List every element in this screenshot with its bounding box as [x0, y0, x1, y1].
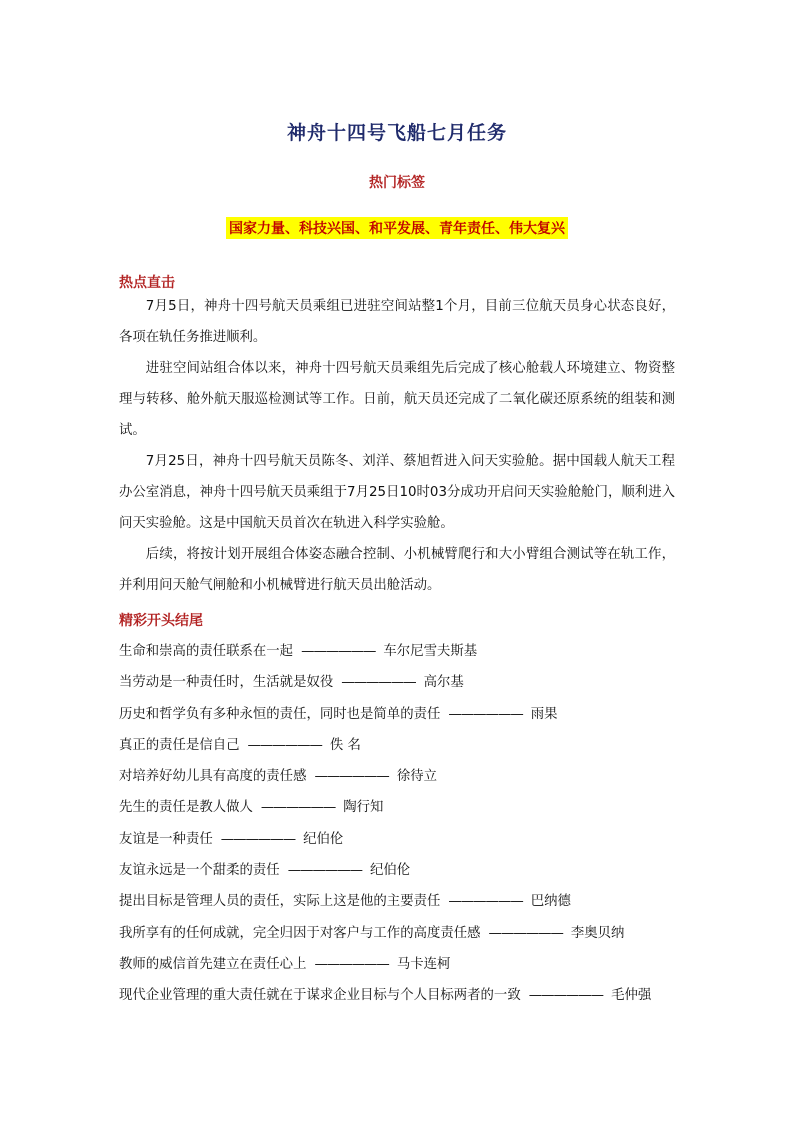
quote-text: 友谊永远是一个甜柔的责任	[119, 863, 280, 879]
quote-author: 雨果	[530, 706, 558, 722]
section-title-quotes: 精彩开头结尾	[119, 613, 203, 629]
list-item	[119, 730, 719, 761]
quote-text: 历史和哲学负有多种永恒的责任，同时也是简单的责任	[119, 706, 441, 722]
list-item	[119, 792, 719, 823]
quote-text: 现代企业管理的重大责任就在于谋求企业目标与个人目标两者的一致	[119, 988, 521, 1004]
quote-dash: ——————	[301, 644, 376, 659]
quote-dash: ——————	[314, 769, 389, 785]
section-title-hot-news: 热点直击	[119, 275, 175, 291]
hot-tags: 国家力量、科技兴国、和平发展、青年责任、伟大复兴	[226, 217, 568, 239]
paragraph: 7月5日，神舟十四号航天员乘组已进驻空间站整1个月，目前三位航天员身心状态良好，各项在轨任务推进顺利。	[119, 299, 675, 345]
quote-dash: ——————	[287, 863, 363, 879]
list-item	[119, 699, 719, 730]
list-item	[119, 761, 719, 792]
quote-text: 当劳动是一种责任时，生活就是奴役	[119, 675, 334, 691]
paragraph: 进驻空间站组合体以来，神舟十四号航天员乘组先后完成了核心舱载人环境建立、物资整理与转移、舱外航天服巡检测试等工作。日前，航天员还完成了二氧化碳还原系统的组装和测试。	[119, 361, 675, 438]
quote-dash: ——————	[220, 831, 296, 847]
quote-text: 教师的威信首先建立在责任心上	[119, 956, 307, 972]
quote-author: 佚 名	[329, 737, 361, 753]
list-item	[119, 980, 719, 1011]
list-item	[119, 667, 719, 698]
quote-text: 我所享有的任何成就，完全归因于对客户与工作的高度责任感	[119, 925, 481, 941]
quote-list	[119, 636, 719, 1012]
list-item	[119, 636, 719, 667]
hot-news-body	[119, 291, 675, 601]
quote-text: 先生的责任是教人做人	[119, 800, 253, 816]
quote-text: 友谊是一种责任	[119, 831, 213, 847]
quote-dash: ——————	[488, 925, 563, 941]
quote-text: 提出目标是管理人员的责任，实际上这是他的主要责任	[119, 894, 441, 910]
quote-author: 李奥贝纳	[570, 925, 625, 941]
quote-text: 对培养好幼儿具有高度的责任感	[119, 769, 307, 785]
quote-author: 徐待立	[396, 769, 437, 785]
quote-author: 马卡连柯	[396, 956, 451, 972]
quote-author: 毛仲强	[611, 988, 652, 1004]
quote-author: 高尔基	[423, 675, 464, 691]
quote-author: 车尔尼雪夫斯基	[383, 644, 478, 659]
paragraph: 后续，将按计划开展组合体姿态融合控制、小机械臂爬行和大小臂组合测试等在轨工作，并利用问天舱气闸舱和小机械臂进行航天员出舱活动。	[119, 547, 675, 593]
quote-author: 巴纳德	[530, 894, 571, 910]
paragraph: 7月25日，神舟十四号航天员陈冬、刘洋、蔡旭哲进入问天实验舱。据中国载人航天工程办公室消息，神舟十四号航天员乘组于7月25日10时03分成功开启问天实验舱舱门，顺利进入问天实验舱。这是中国航天员首次在轨进入科学实验舱。	[119, 454, 675, 531]
quote-author: 纪伯伦	[303, 831, 344, 847]
tags-row	[0, 217, 794, 239]
quote-text: 生命和崇高的责任联系在一起	[119, 644, 294, 659]
list-item	[119, 886, 719, 917]
quote-dash: ——————	[341, 675, 416, 691]
quote-dash: ——————	[448, 894, 523, 910]
quote-dash: ——————	[528, 988, 604, 1004]
list-item	[119, 855, 719, 886]
quote-author: 陶行知	[343, 800, 384, 816]
list-item	[119, 918, 719, 949]
quote-dash: ——————	[247, 737, 322, 753]
quote-dash: ——————	[260, 800, 336, 816]
quote-author: 纪伯伦	[370, 863, 411, 879]
list-item	[119, 949, 719, 980]
hot-tags-label: 热门标签	[369, 175, 425, 191]
quote-text: 真正的责任是信自己	[119, 737, 240, 753]
quote-dash: ——————	[314, 956, 389, 972]
quote-dash: ——————	[448, 706, 523, 722]
page-title: 神舟十四号飞船七月任务	[286, 122, 507, 144]
list-item	[119, 824, 719, 855]
